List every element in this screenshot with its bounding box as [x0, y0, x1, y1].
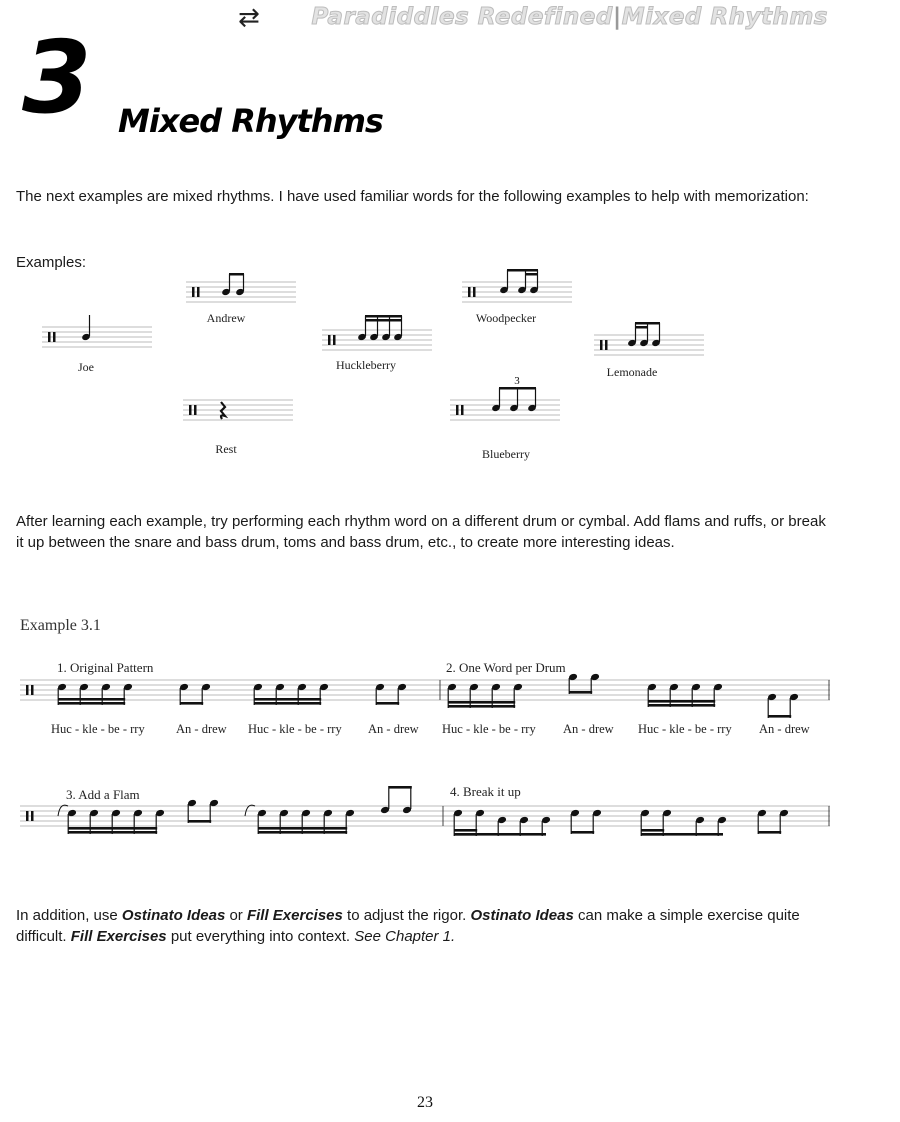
staff-line-2 [20, 806, 830, 826]
intro-paragraph: The next examples are mixed rhythms. I have used familiar words for the following examples to help with memorization: [16, 188, 809, 205]
staff-line-1 [20, 680, 830, 700]
syllables-3: Huc - kle - be - rry [248, 722, 342, 736]
triplet-mark: 3 [514, 375, 520, 387]
syllables-2: An - drew [176, 722, 227, 736]
note-beam [758, 831, 781, 834]
example-notes [57, 673, 799, 836]
section-label-1: 1. Original Pattern [57, 660, 154, 675]
syllables-8: An - drew [759, 722, 810, 736]
note-beam [389, 786, 412, 789]
note-beam [454, 829, 477, 832]
syllables-6: An - drew [563, 722, 614, 736]
running-header [312, 4, 828, 30]
note-beam [648, 700, 715, 703]
note-beam [180, 702, 203, 705]
example-3-1-notation [0, 670, 900, 870]
syllables-1: Huc - kle - be - rry [51, 722, 145, 736]
note-beam [376, 702, 399, 705]
word-blueberry: Blueberry [482, 447, 530, 461]
note-beam [254, 702, 321, 705]
note-beam [454, 833, 546, 836]
closing-text-1: In addition, use [16, 907, 122, 924]
note-beam [569, 691, 592, 694]
note-beam [448, 701, 515, 704]
see-chapter-ref: See Chapter 1. [354, 928, 456, 945]
word-huckleberry: Huckleberry [336, 358, 396, 372]
example-title: Example 3.1 [20, 617, 101, 634]
staff-joe [42, 315, 152, 347]
note-beam [258, 827, 347, 830]
word-joe: Joe [78, 360, 94, 374]
ostinato-ideas-ref-2: Ostinato Ideas [470, 907, 574, 924]
note-beam [58, 698, 125, 701]
fill-exercises-ref-2: Fill Exercises [70, 928, 167, 945]
staff-blueberry [450, 375, 560, 420]
section-label-3: 3. Add a Flam [66, 787, 140, 802]
arrows-exchange-icon: ⇄ [238, 3, 260, 33]
word-woodpecker: Woodpecker [475, 311, 537, 325]
note-beam [58, 702, 125, 705]
closing-paragraph [16, 905, 836, 947]
syllables-7: Huc - kle - be - rry [638, 722, 732, 736]
header-separator: | [612, 4, 622, 30]
note-beam [258, 831, 347, 834]
closing-text-2: or [225, 907, 247, 924]
fill-exercises-ref-1: Fill Exercises [246, 907, 343, 924]
syllables-4: An - drew [368, 722, 419, 736]
examples-label: Examples: [16, 254, 87, 271]
ostinato-ideas-ref-1: Ostinato Ideas [121, 907, 226, 924]
note-beam [641, 829, 664, 832]
staff-andrew [186, 273, 296, 302]
chapter-title: Mixed Rhythms [118, 102, 383, 140]
section-label-4: 4. Break it up [450, 784, 521, 799]
section-label-2: 2. One Word per Drum [446, 660, 566, 675]
after-learning-paragraph: After learning each example, try performing each rhythm word on a different drum or cymbal. Add flams and ruffs, or break it up between the snare and bass drum, toms and bass drum, etc., to create more interesting ideas. [16, 513, 826, 551]
word-rest: Rest [215, 442, 237, 456]
header-section: Mixed Rhythms [621, 4, 828, 30]
syllables-5: Huc - kle - be - rry [442, 722, 536, 736]
page-number: 23 [417, 1094, 433, 1111]
closing-text-3: to adjust the rigor. [342, 907, 471, 924]
header-book-title: Paradiddles Redefined [311, 4, 613, 30]
closing-text-5: put everything into context. [166, 928, 355, 945]
chapter-number: 3 [22, 19, 88, 136]
note-beam [188, 820, 211, 823]
note-beam [648, 704, 715, 707]
note-beam [768, 715, 791, 718]
note-beam [254, 698, 321, 701]
note-beam [571, 831, 594, 834]
note-beam [641, 833, 723, 836]
staff-huckleberry [322, 315, 432, 350]
note-beam [68, 831, 157, 834]
note-beam [68, 827, 157, 830]
staff-woodpecker [462, 269, 572, 302]
word-lemonade: Lemonade [606, 365, 658, 379]
staff-rest [183, 400, 293, 420]
word-andrew: Andrew [206, 311, 246, 325]
note-beam [448, 705, 515, 708]
closing-text-4: can make a simple exercise quite difficult. [16, 907, 800, 945]
staff-lemonade [594, 322, 704, 355]
